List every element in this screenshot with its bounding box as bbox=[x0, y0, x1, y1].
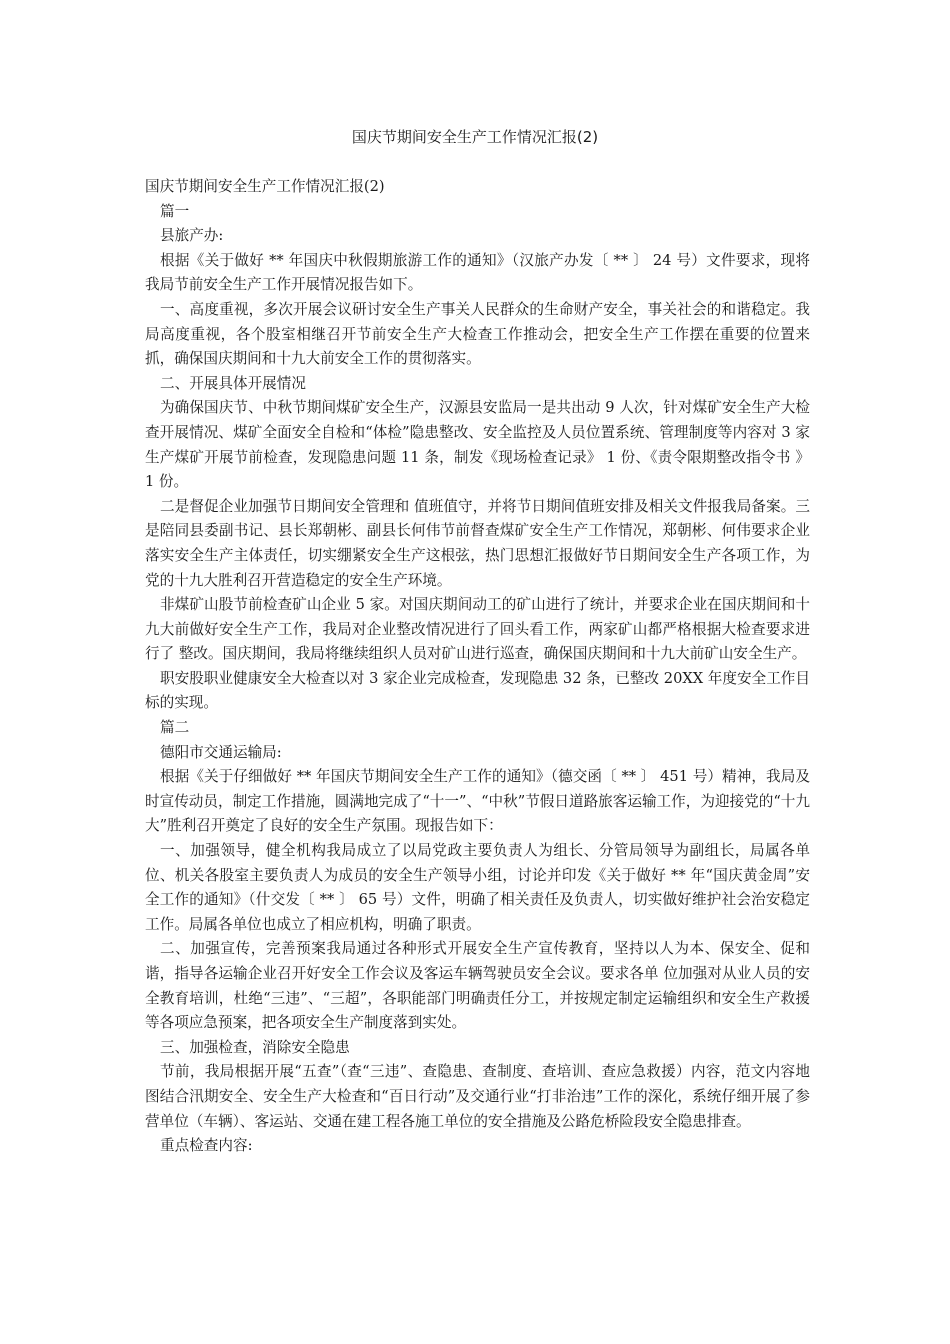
paragraph: 一、加强领导，健全机构我局成立了以局党政主要负责人为组长、分管局领导为副组长，局属各单位、机关各股室主要负责人为成员的安全生产领导小组，讨论并印发《关于做好 ** 年“国庆黄金周”安全工作的通知》（什交发〔 ** 〕 65 号）文件，明确了相关责任及负责人，切实做好维护社会治安稳定工作。局属各单位也成立了相应机构，明确了职责。 bbox=[145, 842, 811, 933]
paragraph: 非煤矿山股节前检查矿山企业 5 家。对国庆期间动工的矿山进行了统计，并要求企业在国庆期间和十九大前做好安全生产工作，我局对企业整改情况进行了回头看工作，两家矿山都严格根据大检查要求进行了 整改。国庆期间，我局将继续组织人员对矿山进行巡查，确保国庆期间和十九大前矿山安全生产。 bbox=[145, 596, 810, 663]
page-title: 国庆节期间安全生产工作情况汇报(2) bbox=[351, 128, 599, 146]
paragraph: 为确保国庆节、中秋节期间煤矿安全生产，汉源县安监局一是共出动 9 人次，针对煤矿安全生产大检查开展情况、煤矿全面安全自检和“体检”隐患整改、安全监控及人员位置系统、管理制度等内容对 3 家生产煤矿开展节前检查，发现隐患问题 11 条，制发《现场检查记录》 1 份、《责令限期整改指令书 》 1 份。 bbox=[145, 399, 810, 491]
paragraph: 二、开展具体开展情况 bbox=[160, 374, 306, 392]
paragraph: 根据《关于仔细做好 ** 年国庆节期间安全生产工作的通知》（德交函〔 ** 〕 451 号）精神，我局及时宣传动员，制定工作措施，圆满地完成了“十一”、“中秋”节假日道路旅客运输工作，为迎接党的“十九大”胜利召开奠定了良好的安全生产氛围。现报告如下： bbox=[145, 768, 810, 835]
document-heading: 国庆节期间安全生产工作情况汇报(2) bbox=[145, 178, 385, 195]
paragraph: 重点检查内容: bbox=[160, 1137, 253, 1155]
paragraph: 节前，我局根据开展“五查”（查“三违”、查隐患、查制度、查培训、查应急救援）内容，范文内容地图结合汛期安全、安全生产大检查和“百日行动”及交通行业“打非治违”工作的深化，系统仔细开展了参营单位（车辆）、客运站、交通在建工程各施工单位的安全措施及公路危桥险段安全隐患排查。 bbox=[145, 1063, 810, 1130]
document-body bbox=[145, 175, 810, 1159]
paragraph: 一、高度重视，多次开展会议研讨安全生产事关人民群众的生命财产安全，事关社会的和谐稳定。我局高度重视，各个股室相继召开节前安全生产大检查工作推动会，把安全生产工作摆在重要的位置来抓，确保国庆期间和十九大前安全工作的贯彻落实。 bbox=[145, 300, 810, 368]
paragraph: 二是督促企业加强节日期间安全管理和 值班值守，并将节日期间值班安排及相关文件报我局备案。三是陪同县委副书记、县长郑朝彬、副县长何伟节前督查煤矿安全生产工作情况，郑朝彬、何伟要求企业落实安全生产主体责任，切实绷紧安全生产这根弦，热门思想汇报做好节日期间安全生产各项工作，为党的十九大胜利召开营造稳定的安全生产环境。 bbox=[145, 497, 810, 589]
paragraph: 篇一 bbox=[160, 202, 190, 220]
paragraph: 职安股职业健康安全大检查以对 3 家企业完成检查，发现隐患 32 条，已整改 20XX 年度安全工作目标的实现。 bbox=[145, 669, 810, 712]
paragraph: 三、加强检查，消除安全隐患 bbox=[160, 1038, 350, 1056]
paragraph: 二、加强宣传，完善预案我局通过各种形式开展安全生产宣传教育，坚持以人为本、保安全、促和谐，指导各运输企业召开好安全工作会议及客运车辆驾驶员安全会议。要求各单 位加强对从业人员的安全教育培训，杜绝“三违”、“三超”，各职能部门明确责任分工，并按规定制定运输组织和安全生产救援等各项应急预案，把各项安全生产制度落到实处。 bbox=[145, 940, 810, 1032]
paragraph: 根据《关于做好 ** 年国庆中秋假期旅游工作的通知》（汉旅产办发〔 ** 〕 24 号）文件要求，现将我局节前安全生产工作开展情况报告如下。 bbox=[145, 251, 810, 294]
paragraph: 德阳市交通运输局: bbox=[160, 743, 282, 761]
paragraph: 县旅产办: bbox=[160, 227, 224, 245]
paragraph: 篇二 bbox=[160, 719, 190, 737]
